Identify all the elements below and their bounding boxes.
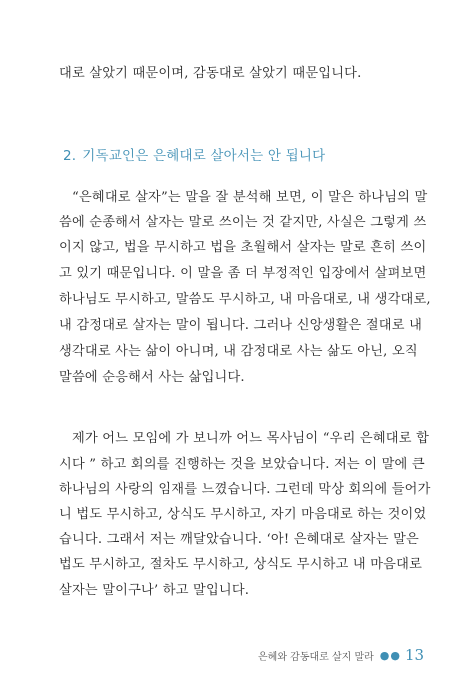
paragraph-line: 니 법도 무시하고, 상식도 무시하고, 자기 마음대로 하는 것이었: [59, 507, 427, 522]
paragraph-line: 시다 ” 하고 회의를 진행하는 것을 보았습니다. 저는 이 말에 큰: [59, 457, 425, 472]
paragraph-line: 살자는 말이구나’ 하고 말입니다.: [59, 583, 250, 598]
section-title: 기독교인은 은혜대로 살아서는 안 됩니다: [82, 148, 326, 164]
paragraph-line: 생각대로 사는 삶이 아니며, 내 감정대로 사는 삶도 아닌, 오직: [59, 344, 418, 359]
running-title: 은혜와 감동대로 살지 말라: [258, 651, 374, 663]
page-number: 13: [405, 646, 425, 664]
section-heading: [63, 144, 325, 164]
footer-dots-ornament: ●●: [379, 648, 401, 662]
paragraph-line: 하나님도 무시하고, 말씀도 무시하고, 내 마음대로, 내 생각대로,: [59, 292, 431, 307]
paragraph-line: 씀에 순종해서 살자는 말로 쓰이는 것 같지만, 사실은 그렇게 쓰: [59, 215, 427, 230]
paragraph-line: 법도 무시하고, 절차도 무시하고, 상식도 무시하고 내 마음대로: [59, 557, 423, 572]
paragraph-line: 말씀에 순응해서 사는 삶입니다.: [59, 370, 245, 385]
paragraph-line: 하나님의 사랑의 임재를 느꼈습니다. 그런데 막상 회의에 들어가: [59, 482, 431, 497]
paragraph-line: 내 감정대로 살자는 말이 됩니다. 그러나 신앙생활은 절대로 내: [59, 318, 423, 333]
top-line: 대로 살았기 때문이며, 감동대로 살았기 때문입니다.: [59, 66, 362, 81]
paragraph-line: 이지 않고, 법을 무시하고 법을 초월해서 살자는 말로 흔히 쓰이: [59, 240, 427, 255]
paragraph-line: “은혜대로 살자”는 말을 잘 분석해 보면, 이 말은 하나님의 말: [72, 190, 428, 205]
paragraph-line: 고 있기 때문입니다. 이 말을 좀 더 부정적인 입장에서 살펴보면: [59, 266, 427, 281]
paragraph-line: 제가 어느 모임에 가 보니까 어느 목사님이 “우리 은혜대로 합: [72, 431, 430, 446]
page-footer: [258, 646, 448, 664]
paragraph-line: 습니다. 그래서 저는 깨달았습니다. ‘아! 은혜대로 살자는 말은: [59, 532, 419, 547]
section-number: 2.: [63, 148, 77, 164]
